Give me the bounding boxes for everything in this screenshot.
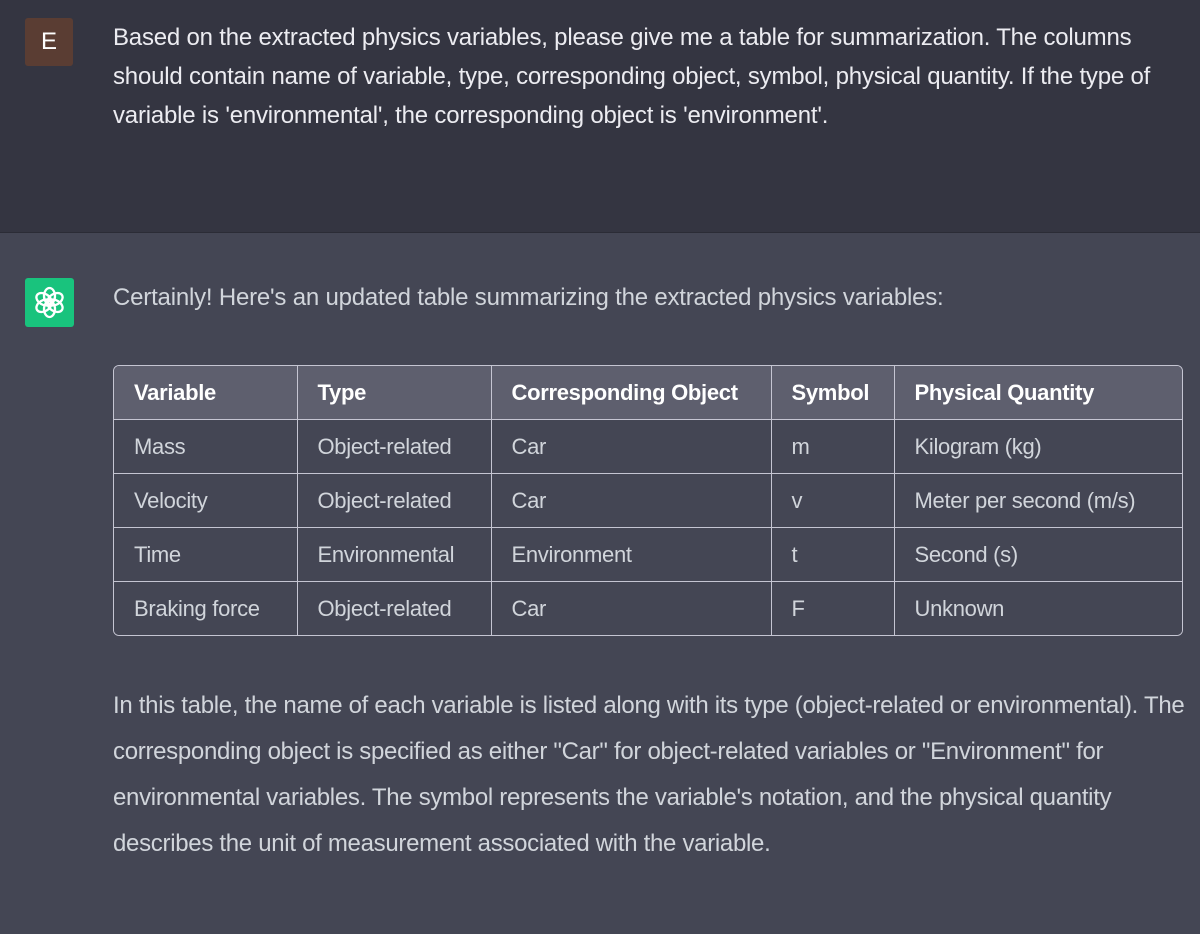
table-cell: Mass [114, 420, 297, 474]
table-cell: Object-related [297, 474, 491, 528]
table-cell: Velocity [114, 474, 297, 528]
assistant-summary-text: In this table, the name of each variable is listed along with its type (object-related or environmental). The corresponding object is specified as either "Car" for object-related variables or "Environment" for environmental variables. The symbol represents the variable's notation, and the physical quantity describes the unit of measurement associated with the variable. [113, 692, 1185, 857]
column-header-variable: Variable [114, 366, 297, 420]
table-cell: Braking force [114, 582, 297, 636]
table-cell: m [771, 420, 894, 474]
assistant-avatar [25, 278, 74, 327]
column-header-symbol: Symbol [771, 366, 894, 420]
assistant-intro-text: Certainly! Here's an updated table summarizing the extracted physics variables: [113, 284, 944, 311]
table-cell: Environment [491, 528, 771, 582]
user-message-text: Based on the extracted physics variables, please give me a table for summarization. The columns should contain name of variable, type, corresponding object, symbol, physical quantity. If the type of variable is 'environmental', the corresponding object is 'environment'. [113, 24, 1151, 129]
table-row [114, 420, 1182, 474]
assistant-message [0, 233, 1200, 934]
table-cell: Object-related [297, 582, 491, 636]
user-message [0, 0, 1200, 233]
table-cell: Unknown [894, 582, 1182, 636]
table-cell: Car [491, 474, 771, 528]
column-header-quantity: Physical Quantity [894, 366, 1182, 420]
table-cell: Meter per second (m/s) [894, 474, 1182, 528]
table-cell: F [771, 582, 894, 636]
table-cell: Kilogram (kg) [894, 420, 1182, 474]
table-cell: v [771, 474, 894, 528]
user-avatar: E [25, 18, 73, 66]
table-cell: Car [491, 420, 771, 474]
table-header-row [114, 366, 1182, 420]
column-header-object: Corresponding Object [491, 366, 771, 420]
table-cell: Object-related [297, 420, 491, 474]
openai-logo-icon [32, 285, 67, 320]
table-cell: Environmental [297, 528, 491, 582]
table-row [114, 474, 1182, 528]
table-row [114, 528, 1182, 582]
table-cell: Car [491, 582, 771, 636]
table-row [114, 582, 1182, 636]
column-header-type: Type [297, 366, 491, 420]
table-cell: Second (s) [894, 528, 1182, 582]
summary-table [113, 365, 1183, 636]
table-cell: Time [114, 528, 297, 582]
table-cell: t [771, 528, 894, 582]
